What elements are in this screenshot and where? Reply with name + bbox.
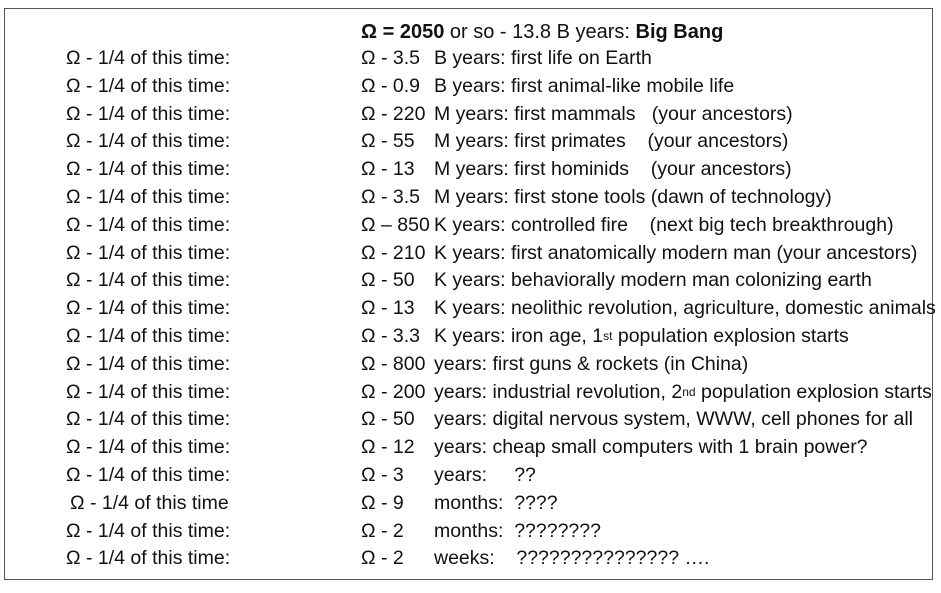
row-description: years: cheap small computers with 1 brain power?	[434, 436, 868, 459]
row-offset: Ω - 220	[361, 102, 426, 125]
row-description: B years: first life on Earth	[434, 47, 652, 69]
timeline-row	[0, 323, 941, 351]
row-description: months: ????????	[434, 519, 601, 542]
row-description: B years: first animal-like mobile life	[434, 74, 735, 97]
row-left-text: Ω - 1/4 of this time:	[66, 213, 231, 236]
omega-value: Ω = 2050	[361, 21, 445, 43]
row-left-text: Ω - 1/4 of this time:	[66, 380, 231, 403]
timeline-row	[0, 212, 941, 240]
row-offset: Ω - 3.3	[361, 324, 421, 347]
timeline-row	[0, 545, 941, 573]
row-left-text: Ω - 1/4 of this time:	[66, 352, 231, 375]
row-description: K years: behaviorally modern man colonizing earth	[434, 269, 872, 292]
row-offset: Ω - 0.9	[361, 74, 421, 97]
row-description	[434, 323, 849, 351]
row-offset: Ω - 13	[361, 297, 415, 320]
timeline-row	[0, 184, 941, 212]
row-description	[434, 379, 932, 407]
timeline-rows	[0, 45, 941, 573]
row-left-text: Ω - 1/4 of this time:	[66, 185, 231, 208]
row-description-pre: K years: iron age, 1	[434, 324, 604, 347]
row-offset: Ω - 2	[361, 547, 404, 570]
row-offset: Ω - 55	[361, 130, 415, 153]
timeline-row	[0, 351, 941, 379]
row-description: K years: neolithic revolution, agriculture, domestic animals	[434, 297, 936, 320]
row-offset: Ω - 12	[361, 436, 415, 459]
row-description: years: first guns & rockets (in China)	[434, 352, 749, 375]
ordinal-suffix: st	[603, 328, 613, 343]
row-offset: Ω – 850	[361, 213, 430, 236]
row-offset: Ω - 2	[361, 519, 404, 542]
header-middle-text: or so - 13.8 B years:	[444, 21, 636, 43]
row-description: M years: first primates (your ancestors)	[434, 130, 789, 153]
ordinal-suffix: nd	[682, 384, 696, 399]
row-offset: Ω - 3	[361, 463, 404, 486]
row-left-text: Ω - 1/4 of this time:	[66, 463, 231, 486]
header-line	[361, 19, 723, 45]
row-offset: Ω - 800	[361, 352, 426, 375]
timeline-row	[0, 295, 941, 323]
row-offset: Ω - 3.5	[361, 47, 421, 69]
row-left-text: Ω - 1/4 of this time:	[66, 547, 231, 570]
row-left-text: Ω - 1/4 of this time:	[66, 436, 231, 459]
row-description: M years: first stone tools (dawn of technology)	[434, 185, 832, 208]
row-offset: Ω - 3.5	[361, 185, 421, 208]
row-description-post: population explosion starts	[695, 380, 932, 403]
timeline-row	[0, 101, 941, 129]
timeline-row	[0, 267, 941, 295]
row-left-text: Ω - 1/4 of this time:	[66, 324, 231, 347]
row-offset: Ω - 50	[361, 408, 415, 431]
row-description: years: ??	[434, 463, 536, 486]
timeline-row	[0, 128, 941, 156]
timeline-row	[0, 462, 941, 490]
timeline-row	[0, 156, 941, 184]
timeline-row	[0, 240, 941, 268]
big-bang-label: Big Bang	[635, 21, 724, 43]
row-description: K years: first anatomically modern man (your ancestors)	[434, 241, 918, 264]
row-left-text: Ω - 1/4 of this time:	[66, 297, 231, 320]
row-description: M years: first mammals (your ancestors)	[434, 102, 793, 125]
row-offset: Ω - 50	[361, 269, 415, 292]
row-description: M years: first hominids (your ancestors)	[434, 158, 792, 181]
timeline-row	[0, 379, 941, 407]
row-description-pre: years: industrial revolution, 2	[434, 380, 683, 403]
row-offset: Ω - 13	[361, 158, 415, 181]
row-left-text: Ω - 1/4 of this time:	[66, 74, 231, 97]
row-left-text: Ω - 1/4 of this time:	[66, 130, 231, 153]
row-left-text: Ω - 1/4 of this time:	[66, 47, 231, 69]
row-left-text: Ω - 1/4 of this time	[70, 491, 229, 514]
row-description: years: digital nervous system, WWW, cell phones for all	[434, 408, 913, 431]
row-left-text: Ω - 1/4 of this time:	[66, 158, 231, 181]
row-left-text: Ω - 1/4 of this time:	[66, 241, 231, 264]
row-offset: Ω - 210	[361, 241, 426, 264]
row-description: K years: controlled fire (next big tech breakthrough)	[434, 213, 894, 236]
timeline-row	[0, 45, 941, 73]
row-description: weeks: ??????????????? ….	[434, 547, 710, 570]
row-offset: Ω - 200	[361, 380, 426, 403]
timeline-row	[0, 434, 941, 462]
row-left-text: Ω - 1/4 of this time:	[66, 519, 231, 542]
row-left-text: Ω - 1/4 of this time:	[66, 408, 231, 431]
timeline-row	[0, 518, 941, 546]
row-description-post: population explosion starts	[612, 324, 849, 347]
timeline-row	[0, 406, 941, 434]
timeline-row	[0, 73, 941, 101]
timeline-row	[0, 490, 941, 518]
row-left-text: Ω - 1/4 of this time:	[66, 102, 231, 125]
row-offset: Ω - 9	[361, 491, 404, 514]
row-left-text: Ω - 1/4 of this time:	[66, 269, 231, 292]
row-description: months: ????	[434, 491, 558, 514]
